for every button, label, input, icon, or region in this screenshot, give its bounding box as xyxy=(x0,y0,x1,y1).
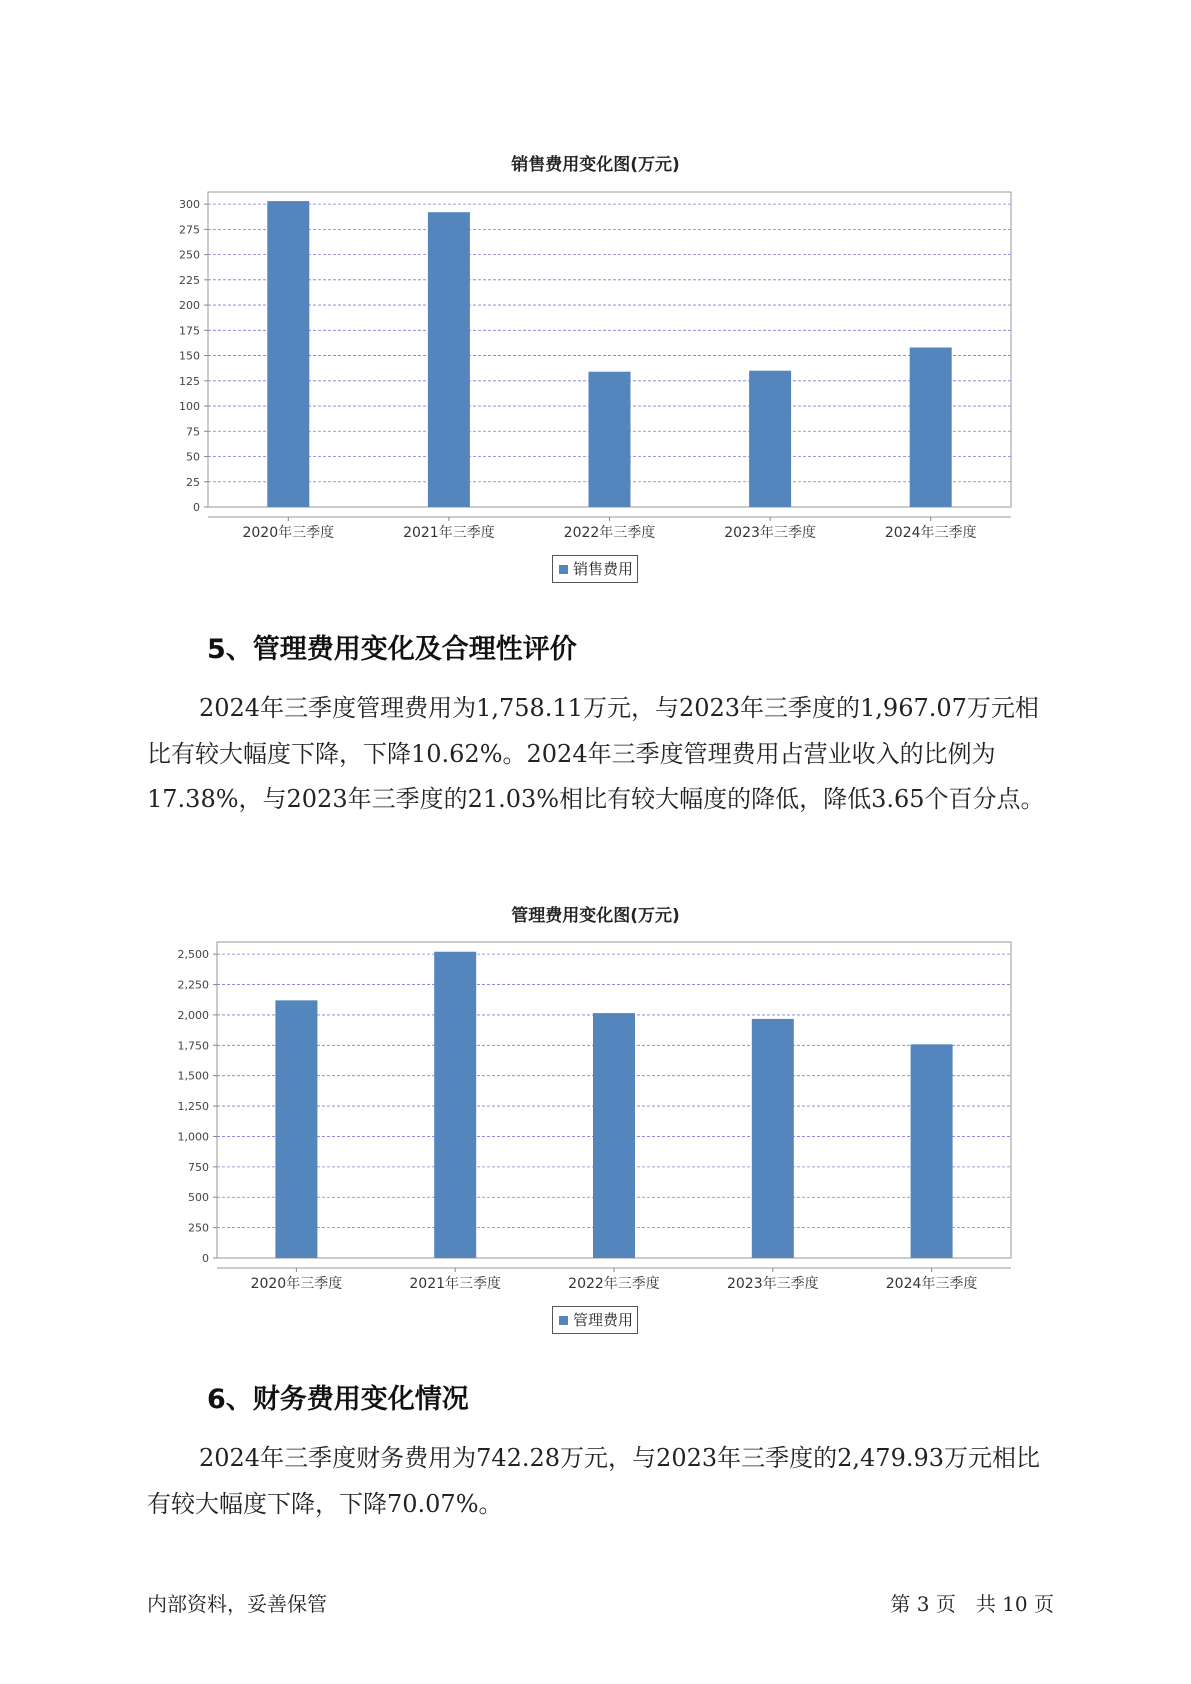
chart1-legend-label: 销售费用 xyxy=(573,560,634,578)
bar xyxy=(428,212,470,507)
y-tick-label: 750 xyxy=(188,1160,209,1174)
y-tick-label: 500 xyxy=(188,1191,209,1205)
legend-swatch-icon xyxy=(559,565,568,574)
y-tick-label: 225 xyxy=(179,273,200,287)
y-tick-label: 125 xyxy=(179,374,200,388)
footer-note: 内部资料，妥善保管 xyxy=(147,1592,327,1616)
bar xyxy=(275,1000,317,1258)
y-tick-label: 100 xyxy=(179,400,200,414)
y-tick-label: 1,500 xyxy=(177,1069,209,1083)
y-tick-label: 50 xyxy=(186,450,200,464)
y-tick-label: 200 xyxy=(179,299,200,313)
section5-text: 2024年三季度管理费用为1,758.11万元，与2023年三季度的1,967.07万元相比有较大幅度下降，下降10.62%。2024年三季度管理费用占营业收入的比例为17.38%，与2023年三季度的21.03%相比有较大幅度的降低，降低3.65个百分点。 xyxy=(147,694,1045,813)
x-tick-label: 2021年三季度 xyxy=(409,1276,502,1290)
sales-expense-chart xyxy=(0,180,1191,540)
chart2-title: 管理费用变化图(万元) xyxy=(511,906,680,926)
y-tick-label: 2,500 xyxy=(177,948,209,962)
bar xyxy=(589,372,631,507)
bar xyxy=(593,1013,635,1258)
section6-paragraph xyxy=(147,1436,1047,1527)
y-tick-label: 25 xyxy=(186,475,200,489)
section5-heading: 5、管理费用变化及合理性评价 xyxy=(207,634,577,665)
x-tick-label: 2022年三季度 xyxy=(568,1276,660,1290)
section5-paragraph xyxy=(147,686,1047,823)
y-tick-label: 250 xyxy=(188,1221,209,1235)
y-tick-label: 250 xyxy=(179,248,200,262)
page-number: 第 3 页 共 10 页 xyxy=(890,1592,1054,1616)
y-tick-label: 175 xyxy=(179,324,200,338)
bar xyxy=(752,1019,794,1258)
section6-heading: 6、财务费用变化情况 xyxy=(207,1384,469,1415)
bar xyxy=(267,201,309,507)
x-tick-label: 2021年三季度 xyxy=(403,525,495,540)
chart1-legend xyxy=(552,555,638,583)
y-tick-label: 150 xyxy=(179,349,200,363)
x-tick-label: 2024年三季度 xyxy=(885,1276,978,1290)
chart1-title: 销售费用变化图(万元) xyxy=(511,155,680,175)
y-tick-label: 2,250 xyxy=(177,978,209,992)
bar xyxy=(434,952,476,1258)
y-tick-label: 2,000 xyxy=(177,1008,209,1022)
y-tick-label: 275 xyxy=(179,223,200,237)
x-tick-label: 2022年三季度 xyxy=(563,525,656,540)
y-tick-label: 1,250 xyxy=(177,1100,209,1114)
legend-swatch-icon xyxy=(559,1316,568,1325)
y-tick-label: 0 xyxy=(202,1252,209,1265)
y-tick-label: 300 xyxy=(179,198,200,212)
x-tick-label: 2020年三季度 xyxy=(250,1276,343,1290)
x-tick-label: 2024年三季度 xyxy=(884,525,977,540)
y-tick-label: 1,000 xyxy=(177,1130,209,1144)
admin-expense-chart xyxy=(0,930,1191,1290)
y-tick-label: 75 xyxy=(186,425,200,439)
bar xyxy=(910,347,952,507)
y-tick-label: 1,750 xyxy=(177,1039,209,1053)
bar xyxy=(911,1044,953,1258)
bar xyxy=(749,371,791,507)
x-tick-label: 2020年三季度 xyxy=(242,525,335,540)
y-tick-label: 0 xyxy=(193,501,200,514)
section6-text: 2024年三季度财务费用为742.28万元，与2023年三季度的2,479.93万元相比有较大幅度下降，下降70.07%。 xyxy=(147,1444,1041,1518)
chart2-legend-label: 管理费用 xyxy=(573,1311,634,1329)
chart2-legend xyxy=(552,1306,638,1334)
x-tick-label: 2023年三季度 xyxy=(724,525,816,540)
x-tick-label: 2023年三季度 xyxy=(726,1276,819,1290)
